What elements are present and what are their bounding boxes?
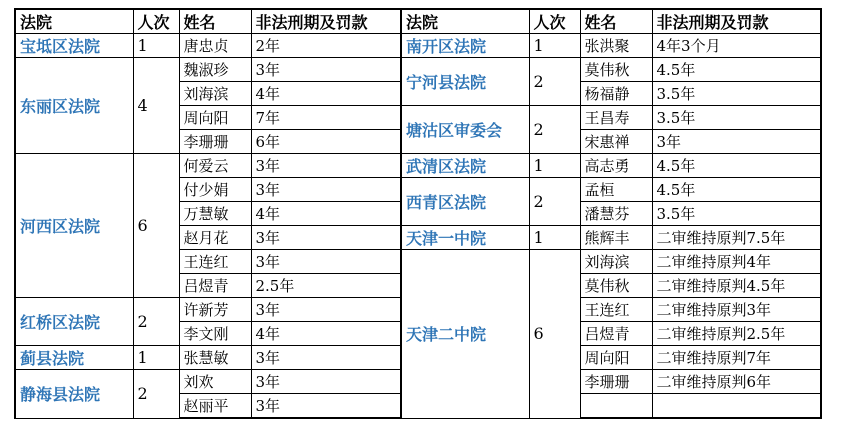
count-cell: 2 [529, 106, 580, 154]
name-cell [580, 394, 652, 419]
header-name-right: 姓名 [580, 9, 652, 34]
header-term-right: 非法刑期及罚款 [652, 9, 821, 34]
header-court: 法院 [15, 9, 133, 34]
name-cell: 周向阳 [580, 346, 652, 370]
count-cell: 1 [133, 34, 179, 58]
term-cell: 3.5年 [652, 82, 821, 106]
term-cell: 2年 [251, 34, 401, 58]
term-cell: 3年 [652, 130, 821, 154]
court-cell: 天津一中院 [401, 226, 529, 250]
header-count-right: 人次 [529, 9, 580, 34]
term-cell: 2.5年 [251, 274, 401, 298]
name-cell: 刘海滨 [179, 82, 251, 106]
count-cell: 1 [529, 34, 580, 58]
name-cell: 李珊珊 [179, 130, 251, 154]
term-cell: 3年 [251, 58, 401, 82]
term-cell: 6年 [251, 130, 401, 154]
count-cell: 6 [133, 154, 179, 298]
term-cell: 3年 [251, 370, 401, 394]
header-row [15, 9, 821, 34]
count-cell: 2 [529, 58, 580, 106]
name-cell: 许新芳 [179, 298, 251, 322]
term-cell: 4年 [251, 202, 401, 226]
term-cell: 3年 [251, 394, 401, 419]
count-cell: 1 [529, 226, 580, 250]
count-cell: 2 [133, 298, 179, 346]
court-cell: 武清区法院 [401, 154, 529, 178]
name-cell: 何爱云 [179, 154, 251, 178]
table-row [15, 154, 821, 178]
name-cell: 王连红 [179, 250, 251, 274]
name-cell: 刘海滨 [580, 250, 652, 274]
name-cell: 李文刚 [179, 322, 251, 346]
court-cell: 塘沽区审委会 [401, 106, 529, 154]
name-cell: 张慧敏 [179, 346, 251, 370]
name-cell: 周向阳 [179, 106, 251, 130]
name-cell: 莫伟秋 [580, 58, 652, 82]
court-cell: 红桥区法院 [15, 298, 133, 346]
term-cell [652, 394, 821, 419]
term-cell: 7年 [251, 106, 401, 130]
term-cell: 4.5年 [652, 58, 821, 82]
name-cell: 赵月花 [179, 226, 251, 250]
name-cell: 潘慧芬 [580, 202, 652, 226]
name-cell: 王昌寿 [580, 106, 652, 130]
term-cell: 3年 [251, 226, 401, 250]
verdict-table [14, 8, 822, 419]
term-cell: 二审维持原判7年 [652, 346, 821, 370]
court-cell: 宝坻区法院 [15, 34, 133, 58]
court-cell: 东丽区法院 [15, 58, 133, 154]
term-cell: 4.5年 [652, 178, 821, 202]
name-cell: 李珊珊 [580, 370, 652, 394]
count-cell: 2 [133, 370, 179, 419]
court-cell: 西青区法院 [401, 178, 529, 226]
term-cell: 4.5年 [652, 154, 821, 178]
name-cell: 万慧敏 [179, 202, 251, 226]
name-cell: 张洪聚 [580, 34, 652, 58]
term-cell: 二审维持原判2.5年 [652, 322, 821, 346]
count-cell: 1 [529, 154, 580, 178]
term-cell: 二审维持原判4.5年 [652, 274, 821, 298]
term-cell: 4年 [251, 82, 401, 106]
header-count: 人次 [133, 9, 179, 34]
count-cell: 1 [133, 346, 179, 370]
term-cell: 3年 [251, 178, 401, 202]
name-cell: 宋惠禅 [580, 130, 652, 154]
court-cell: 宁河县法院 [401, 58, 529, 106]
count-cell: 2 [529, 178, 580, 226]
court-cell: 河西区法院 [15, 154, 133, 298]
term-cell: 二审维持原判7.5年 [652, 226, 821, 250]
term-cell: 3年 [251, 250, 401, 274]
term-cell: 4年3个月 [652, 34, 821, 58]
name-cell: 王连红 [580, 298, 652, 322]
name-cell: 赵丽平 [179, 394, 251, 419]
header-court-right: 法院 [401, 9, 529, 34]
court-cell: 蓟县法院 [15, 346, 133, 370]
name-cell: 孟桓 [580, 178, 652, 202]
court-cell: 南开区法院 [401, 34, 529, 58]
name-cell: 熊辉丰 [580, 226, 652, 250]
term-cell: 3.5年 [652, 202, 821, 226]
term-cell: 3年 [251, 298, 401, 322]
term-cell: 二审维持原判3年 [652, 298, 821, 322]
term-cell: 3年 [251, 346, 401, 370]
name-cell: 魏淑珍 [179, 58, 251, 82]
term-cell: 二审维持原判6年 [652, 370, 821, 394]
name-cell: 吕煜青 [580, 322, 652, 346]
count-cell: 4 [133, 58, 179, 154]
name-cell: 杨福静 [580, 82, 652, 106]
name-cell: 刘欢 [179, 370, 251, 394]
name-cell: 付少娟 [179, 178, 251, 202]
name-cell: 莫伟秋 [580, 274, 652, 298]
header-term: 非法刑期及罚款 [251, 9, 401, 34]
term-cell: 3年 [251, 154, 401, 178]
court-cell: 天津二中院 [401, 250, 529, 419]
term-cell: 4年 [251, 322, 401, 346]
table-row [15, 58, 821, 82]
term-cell: 3.5年 [652, 106, 821, 130]
court-cell: 静海县法院 [15, 370, 133, 419]
table-row [15, 34, 821, 58]
name-cell: 吕煜青 [179, 274, 251, 298]
term-cell: 二审维持原判4年 [652, 250, 821, 274]
count-cell: 6 [529, 250, 580, 419]
name-cell: 高志勇 [580, 154, 652, 178]
name-cell: 唐忠贞 [179, 34, 251, 58]
header-name: 姓名 [179, 9, 251, 34]
